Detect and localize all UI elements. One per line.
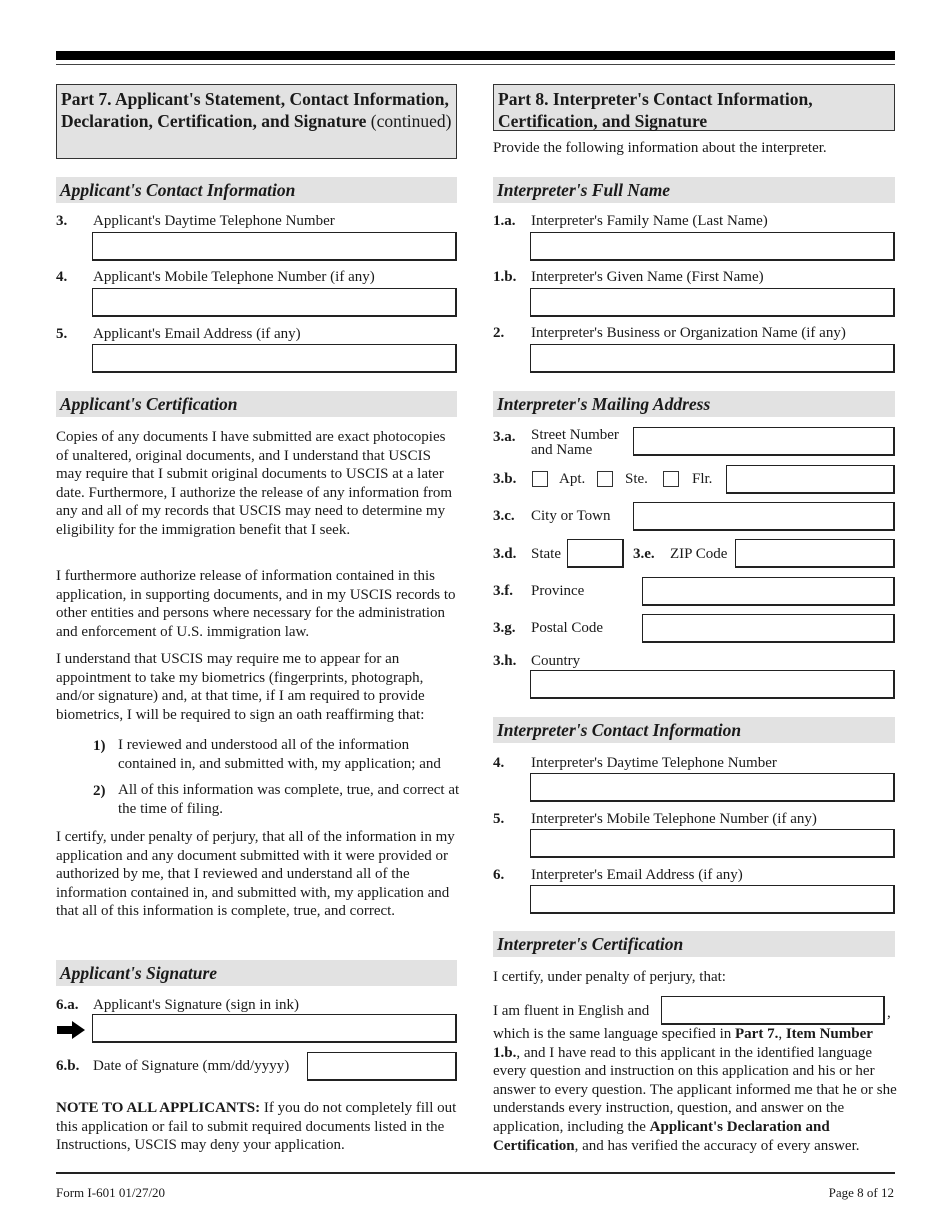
email-label: Applicant's Email Address (if any) <box>93 326 301 342</box>
certification-paragraph-2: I furthermore authorize release of information contained in this application, in supporting documents, and in my USCIS records to other entities and persons where necessary for the administration and enforcement of U.S. immigration law. <box>56 568 456 640</box>
page-number: Page 8 of 12 <box>828 1185 894 1200</box>
cert-bold: Item Number 1.b. <box>493 1026 873 1061</box>
item-number: 3.e. <box>633 546 655 562</box>
footer-rule <box>56 1172 895 1174</box>
interpreter-cert-intro: I certify, under penalty of perjury, that: <box>493 969 726 985</box>
fluent-comma: , <box>887 1005 891 1021</box>
flr-label: Flr. <box>692 471 713 487</box>
part8-title-box <box>493 84 895 131</box>
street-label <box>531 428 619 458</box>
note-to-applicants <box>56 1099 461 1155</box>
unit-number-input[interactable] <box>726 465 895 494</box>
interpreter-daytime-phone-input[interactable] <box>530 773 895 802</box>
header-thin-rule <box>56 64 895 65</box>
city-label: City or Town <box>531 508 611 524</box>
family-name-label: Interpreter's Family Name (Last Name) <box>531 213 768 229</box>
mobile-phone-label: Applicant's Mobile Telephone Number (if any) <box>93 269 375 285</box>
note-text: If you do not completely fill out this application or fail to submit required documents listed in the Instructions, USCIS may deny your application. <box>56 1100 457 1154</box>
item-number: 3.f. <box>493 583 513 599</box>
country-label: Country <box>531 653 581 669</box>
cert-text: , and has verified the accuracy of every answer. <box>574 1137 860 1154</box>
interpreter-cert-paragraph <box>493 1025 898 1155</box>
form-id: Form I-601 01/27/20 <box>56 1185 166 1200</box>
certification-paragraph-1: Copies of any documents I have submitted are exact photocopies of unaltered, original documents, and I understand that USCIS may require that I submit original documents to USCIS at a later date. Furthermore, I authorize the release of any information from any and all of my records that USCIS may need to determine my eligibility for the immigration benefit that I seek. <box>56 429 453 538</box>
organization-label: Interpreter's Business or Organization Name (if any) <box>531 325 846 341</box>
interpreter-certification-header: Interpreter's Certification <box>493 931 895 957</box>
part7-title: Part 7. Applicant's Statement, Contact Information, Declaration, Certification, and <box>61 89 449 131</box>
state-input[interactable] <box>567 539 624 568</box>
province-label: Province <box>531 583 585 599</box>
state-label: State <box>531 546 561 562</box>
street-label-line1: Street Number <box>531 427 619 443</box>
item-number: 1.a. <box>493 213 516 229</box>
interpreter-given-name-input[interactable] <box>530 288 895 317</box>
list-number: 2) <box>93 783 106 799</box>
item-number: 3.c. <box>493 508 515 524</box>
postal-code-input[interactable] <box>642 614 895 643</box>
part7-title-last: Signature <box>293 111 367 131</box>
city-input[interactable] <box>633 502 895 531</box>
interpreter-mobile-phone-input[interactable] <box>530 829 895 858</box>
postal-code-label: Postal Code <box>531 620 604 636</box>
applicant-contact-header: Applicant's Contact Information <box>56 177 457 203</box>
given-name-label: Interpreter's Given Name (First Name) <box>531 269 764 285</box>
applicant-certification-header: Applicant's Certification <box>56 391 457 417</box>
interpreter-address-header: Interpreter's Mailing Address <box>493 391 895 417</box>
item-number: 2. <box>493 325 505 341</box>
province-input[interactable] <box>642 577 895 606</box>
certification-paragraph-4: I certify, under penalty of perjury, that all of the information in my application and any document submitted with it were provided or authorized by me, that I reviewed and understand all of the information contained in, and submitted with, my application and that all of this information is complete, true, and correct. <box>56 829 455 920</box>
cert-text: , <box>778 1026 786 1042</box>
zip-label: ZIP Code <box>670 546 728 562</box>
language-input[interactable] <box>661 996 885 1025</box>
header-thick-rule <box>56 51 895 60</box>
interpreter-contact-header: Interpreter's Contact Information <box>493 717 895 743</box>
flr-checkbox[interactable] <box>663 471 679 487</box>
applicant-daytime-phone-input[interactable] <box>92 232 457 261</box>
item-number: 4. <box>56 269 68 285</box>
item-number: 6.b. <box>56 1058 80 1074</box>
street-label-line2: and Name <box>531 442 593 458</box>
ste-label: Ste. <box>625 471 648 487</box>
item-number: 5. <box>493 811 505 827</box>
cert-bold: Part 7. <box>735 1026 779 1042</box>
applicant-email-input[interactable] <box>92 344 457 373</box>
item-number: 6.a. <box>56 997 79 1013</box>
item-number: 3.h. <box>493 653 517 669</box>
part7-title-box <box>56 84 457 159</box>
interpreter-mobile-phone-label: Interpreter's Mobile Telephone Number (if any) <box>531 811 817 827</box>
arrow-right-icon <box>57 1021 85 1039</box>
item-number: 6. <box>493 867 505 883</box>
applicant-mobile-phone-input[interactable] <box>92 288 457 317</box>
signature-date-label: Date of Signature (mm/dd/yyyy) <box>93 1058 290 1074</box>
cert-text: which is the same language specified in <box>493 1026 736 1042</box>
certification-paragraph-3: I understand that USCIS may require me to appear for an appointment to take my biometrics (fingerprints, photograph, and/or signature) and, at that time, if I am required to provide biometrics, I will be required to sign an oath reaffirming that: <box>56 651 425 723</box>
applicant-signature-header: Applicant's Signature <box>56 960 457 986</box>
list-number: 1) <box>93 738 106 754</box>
signature-label: Applicant's Signature (sign in ink) <box>93 997 300 1013</box>
item-number: 1.b. <box>493 269 517 285</box>
apt-label: Apt. <box>559 471 586 487</box>
street-input[interactable] <box>633 427 895 456</box>
daytime-phone-label: Applicant's Daytime Telephone Number <box>93 213 335 229</box>
interpreter-email-label: Interpreter's Email Address (if any) <box>531 867 743 883</box>
item-number: 5. <box>56 326 68 342</box>
apt-checkbox[interactable] <box>532 471 548 487</box>
list-item-2: All of this information was complete, true, and correct at the time of filing. <box>118 782 460 817</box>
note-bold: NOTE TO ALL APPLICANTS: <box>56 1100 261 1116</box>
item-number: 3.b. <box>493 471 517 487</box>
part8-title: Part 8. Interpreter's Contact Information, Certification, and Signature <box>498 89 813 131</box>
list-item-1: I reviewed and understood all of the information contained in, and submitted with, my application; and <box>118 737 441 772</box>
interpreter-organization-input[interactable] <box>530 344 895 373</box>
interpreter-daytime-phone-label: Interpreter's Daytime Telephone Number <box>531 755 777 771</box>
part7-title-suffix: (continued) <box>366 111 452 131</box>
applicant-signature-input[interactable] <box>92 1014 457 1043</box>
part8-intro: Provide the following information about the interpreter. <box>493 140 827 156</box>
ste-checkbox[interactable] <box>597 471 613 487</box>
item-number: 3.g. <box>493 620 516 636</box>
fluent-label: I am fluent in English and <box>493 1003 650 1019</box>
item-number: 3. <box>56 213 68 229</box>
item-number: 3.d. <box>493 546 517 562</box>
interpreter-name-header: Interpreter's Full Name <box>493 177 895 203</box>
country-input[interactable] <box>530 670 895 699</box>
interpreter-family-name-input[interactable] <box>530 232 895 261</box>
zip-input[interactable] <box>735 539 895 568</box>
item-number: 4. <box>493 755 505 771</box>
item-number: 3.a. <box>493 429 516 445</box>
interpreter-email-input[interactable] <box>530 885 895 914</box>
cert-text: , and I have read to this applicant in the identified language every question and instruction on this application and his or her answer to every question. The applicant informed me that he or she understands every instruction, question, and answer on the application, including the <box>493 1044 897 1135</box>
signature-date-input[interactable] <box>307 1052 457 1081</box>
cert-bold: Applicant's Declaration and Certification <box>493 1118 830 1154</box>
